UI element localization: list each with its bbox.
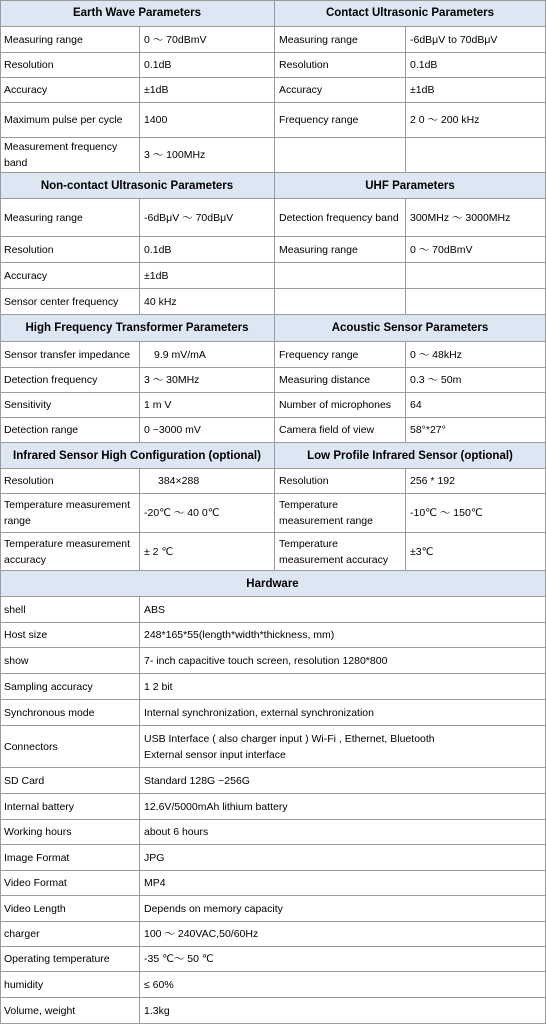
param-label: Sampling accuracy bbox=[0, 674, 140, 700]
param-value: about 6 hours bbox=[140, 820, 546, 845]
param-label: Resolution bbox=[275, 469, 406, 494]
param-value: 7- inch capacitive touch screen, resolution 1280*800 bbox=[140, 648, 546, 674]
param-value: -6dBμV ～ 70dBμV bbox=[140, 199, 275, 237]
param-label: show bbox=[0, 648, 140, 674]
empty-cell bbox=[275, 289, 406, 315]
section-header: Infrared Sensor High Configuration (optional) bbox=[0, 443, 275, 469]
param-label: Frequency range bbox=[275, 103, 406, 138]
param-value: -6dBμV to 70dBμV bbox=[406, 27, 546, 53]
param-value: ± 2 ℃ bbox=[140, 533, 275, 571]
param-value: Depends on memory capacity bbox=[140, 896, 546, 922]
param-label: Sensor transfer impedance bbox=[0, 342, 140, 368]
param-value: 0 ～ 70dBmV bbox=[140, 27, 275, 53]
param-label: shell bbox=[0, 597, 140, 623]
param-label: Accuracy bbox=[0, 78, 140, 103]
param-label: Measuring range bbox=[275, 237, 406, 263]
param-value: ±1dB bbox=[140, 263, 275, 289]
section-header: High Frequency Transformer Parameters bbox=[0, 315, 275, 342]
param-label: Accuracy bbox=[275, 78, 406, 103]
param-value: ≤ 60% bbox=[140, 972, 546, 998]
section-header: Acoustic Sensor Parameters bbox=[275, 315, 546, 342]
param-value: MP4 bbox=[140, 871, 546, 896]
param-value: 1.3kg bbox=[140, 998, 546, 1024]
param-value: 0.1dB bbox=[406, 53, 546, 78]
param-value: -20℃ ～ 40 0℃ bbox=[140, 494, 275, 533]
param-value: JPG bbox=[140, 845, 546, 871]
param-value: 12.6V/5000mAh lithium battery bbox=[140, 794, 546, 820]
param-label: Sensor center frequency bbox=[0, 289, 140, 315]
param-label: Frequency range bbox=[275, 342, 406, 368]
param-label: Accuracy bbox=[0, 263, 140, 289]
param-value: ABS bbox=[140, 597, 546, 623]
param-value: 0 ~3000 mV bbox=[140, 418, 275, 443]
param-value: 40 kHz bbox=[140, 289, 275, 315]
param-label: Measuring range bbox=[0, 199, 140, 237]
param-label: Detection frequency band bbox=[275, 199, 406, 237]
param-value: 1400 bbox=[140, 103, 275, 138]
param-value: -35 ℃～ 50 ℃ bbox=[140, 947, 546, 972]
param-value: 64 bbox=[406, 393, 546, 418]
empty-cell bbox=[275, 263, 406, 289]
empty-cell bbox=[275, 138, 406, 173]
param-label: Measuring range bbox=[275, 27, 406, 53]
param-label: Measuring range bbox=[0, 27, 140, 53]
param-label: Camera field of view bbox=[275, 418, 406, 443]
param-value: Internal synchronization, external synchronization bbox=[140, 700, 546, 726]
param-value: 0.3 ～ 50m bbox=[406, 368, 546, 393]
section-header: Contact Ultrasonic Parameters bbox=[275, 0, 546, 27]
param-label: Resolution bbox=[275, 53, 406, 78]
param-label: Sensitivity bbox=[0, 393, 140, 418]
param-label: Internal battery bbox=[0, 794, 140, 820]
param-label: Video Format bbox=[0, 871, 140, 896]
param-value: ±1dB bbox=[140, 78, 275, 103]
param-label: Temperature measurement accuracy bbox=[275, 533, 406, 571]
param-value: 2 0 ～ 200 kHz bbox=[406, 103, 546, 138]
param-value: 1 m V bbox=[140, 393, 275, 418]
param-label: SD Card bbox=[0, 768, 140, 794]
section-header: Non-contact Ultrasonic Parameters bbox=[0, 173, 275, 199]
param-value: 0 ～ 70dBmV bbox=[406, 237, 546, 263]
param-value: 256 * 192 bbox=[406, 469, 546, 494]
empty-cell bbox=[406, 138, 546, 173]
param-value: ±1dB bbox=[406, 78, 546, 103]
param-label: Detection frequency bbox=[0, 368, 140, 393]
param-label: Measuring distance bbox=[275, 368, 406, 393]
param-value: Standard 128G ~256G bbox=[140, 768, 546, 794]
section-header: Low Profile Infrared Sensor (optional) bbox=[275, 443, 546, 469]
section-header: Earth Wave Parameters bbox=[0, 0, 275, 27]
param-label: Temperature measurement accuracy bbox=[0, 533, 140, 571]
param-label: Number of microphones bbox=[275, 393, 406, 418]
param-value: USB Interface ( also charger input ) Wi-Fi , Ethernet, Bluetooth External sensor input interface bbox=[140, 726, 546, 768]
param-value: 3 ～ 100MHz bbox=[140, 138, 275, 173]
param-label: Synchronous mode bbox=[0, 700, 140, 726]
param-label: Resolution bbox=[0, 469, 140, 494]
param-label: Video Length bbox=[0, 896, 140, 922]
param-value: 1 2 bit bbox=[140, 674, 546, 700]
param-label: Connectors bbox=[0, 726, 140, 768]
param-label: Resolution bbox=[0, 237, 140, 263]
section-header: UHF Parameters bbox=[275, 173, 546, 199]
param-value: 3 ～ 30MHz bbox=[140, 368, 275, 393]
param-label: Working hours bbox=[0, 820, 140, 845]
param-label: Detection range bbox=[0, 418, 140, 443]
param-value: 0.1dB bbox=[140, 53, 275, 78]
param-label: Maximum pulse per cycle bbox=[0, 103, 140, 138]
param-value: 58°*27° bbox=[406, 418, 546, 443]
param-label: charger bbox=[0, 922, 140, 947]
param-label: Temperature measurement range bbox=[0, 494, 140, 533]
param-value: 9.9 mV/mA bbox=[140, 342, 275, 368]
param-label: Operating temperature bbox=[0, 947, 140, 972]
empty-cell bbox=[406, 263, 546, 289]
param-value: 300MHz ～ 3000MHz bbox=[406, 199, 546, 237]
param-label: humidity bbox=[0, 972, 140, 998]
param-value: 384×288 bbox=[140, 469, 275, 494]
param-label: Resolution bbox=[0, 53, 140, 78]
param-label: Volume, weight bbox=[0, 998, 140, 1024]
param-label: Temperature measurement range bbox=[275, 494, 406, 533]
param-label: Host size bbox=[0, 623, 140, 648]
param-value: -10℃ ～ 150℃ bbox=[406, 494, 546, 533]
param-value: 0.1dB bbox=[140, 237, 275, 263]
param-label: Measurement frequency band bbox=[0, 138, 140, 173]
param-label: Image Format bbox=[0, 845, 140, 871]
param-value: 248*165*55(length*width*thickness, mm) bbox=[140, 623, 546, 648]
param-value: ±3℃ bbox=[406, 533, 546, 571]
section-header: Hardware bbox=[0, 571, 546, 597]
param-value: 100 ～ 240VAC,50/60Hz bbox=[140, 922, 546, 947]
empty-cell bbox=[406, 289, 546, 315]
param-value: 0 ～ 48kHz bbox=[406, 342, 546, 368]
